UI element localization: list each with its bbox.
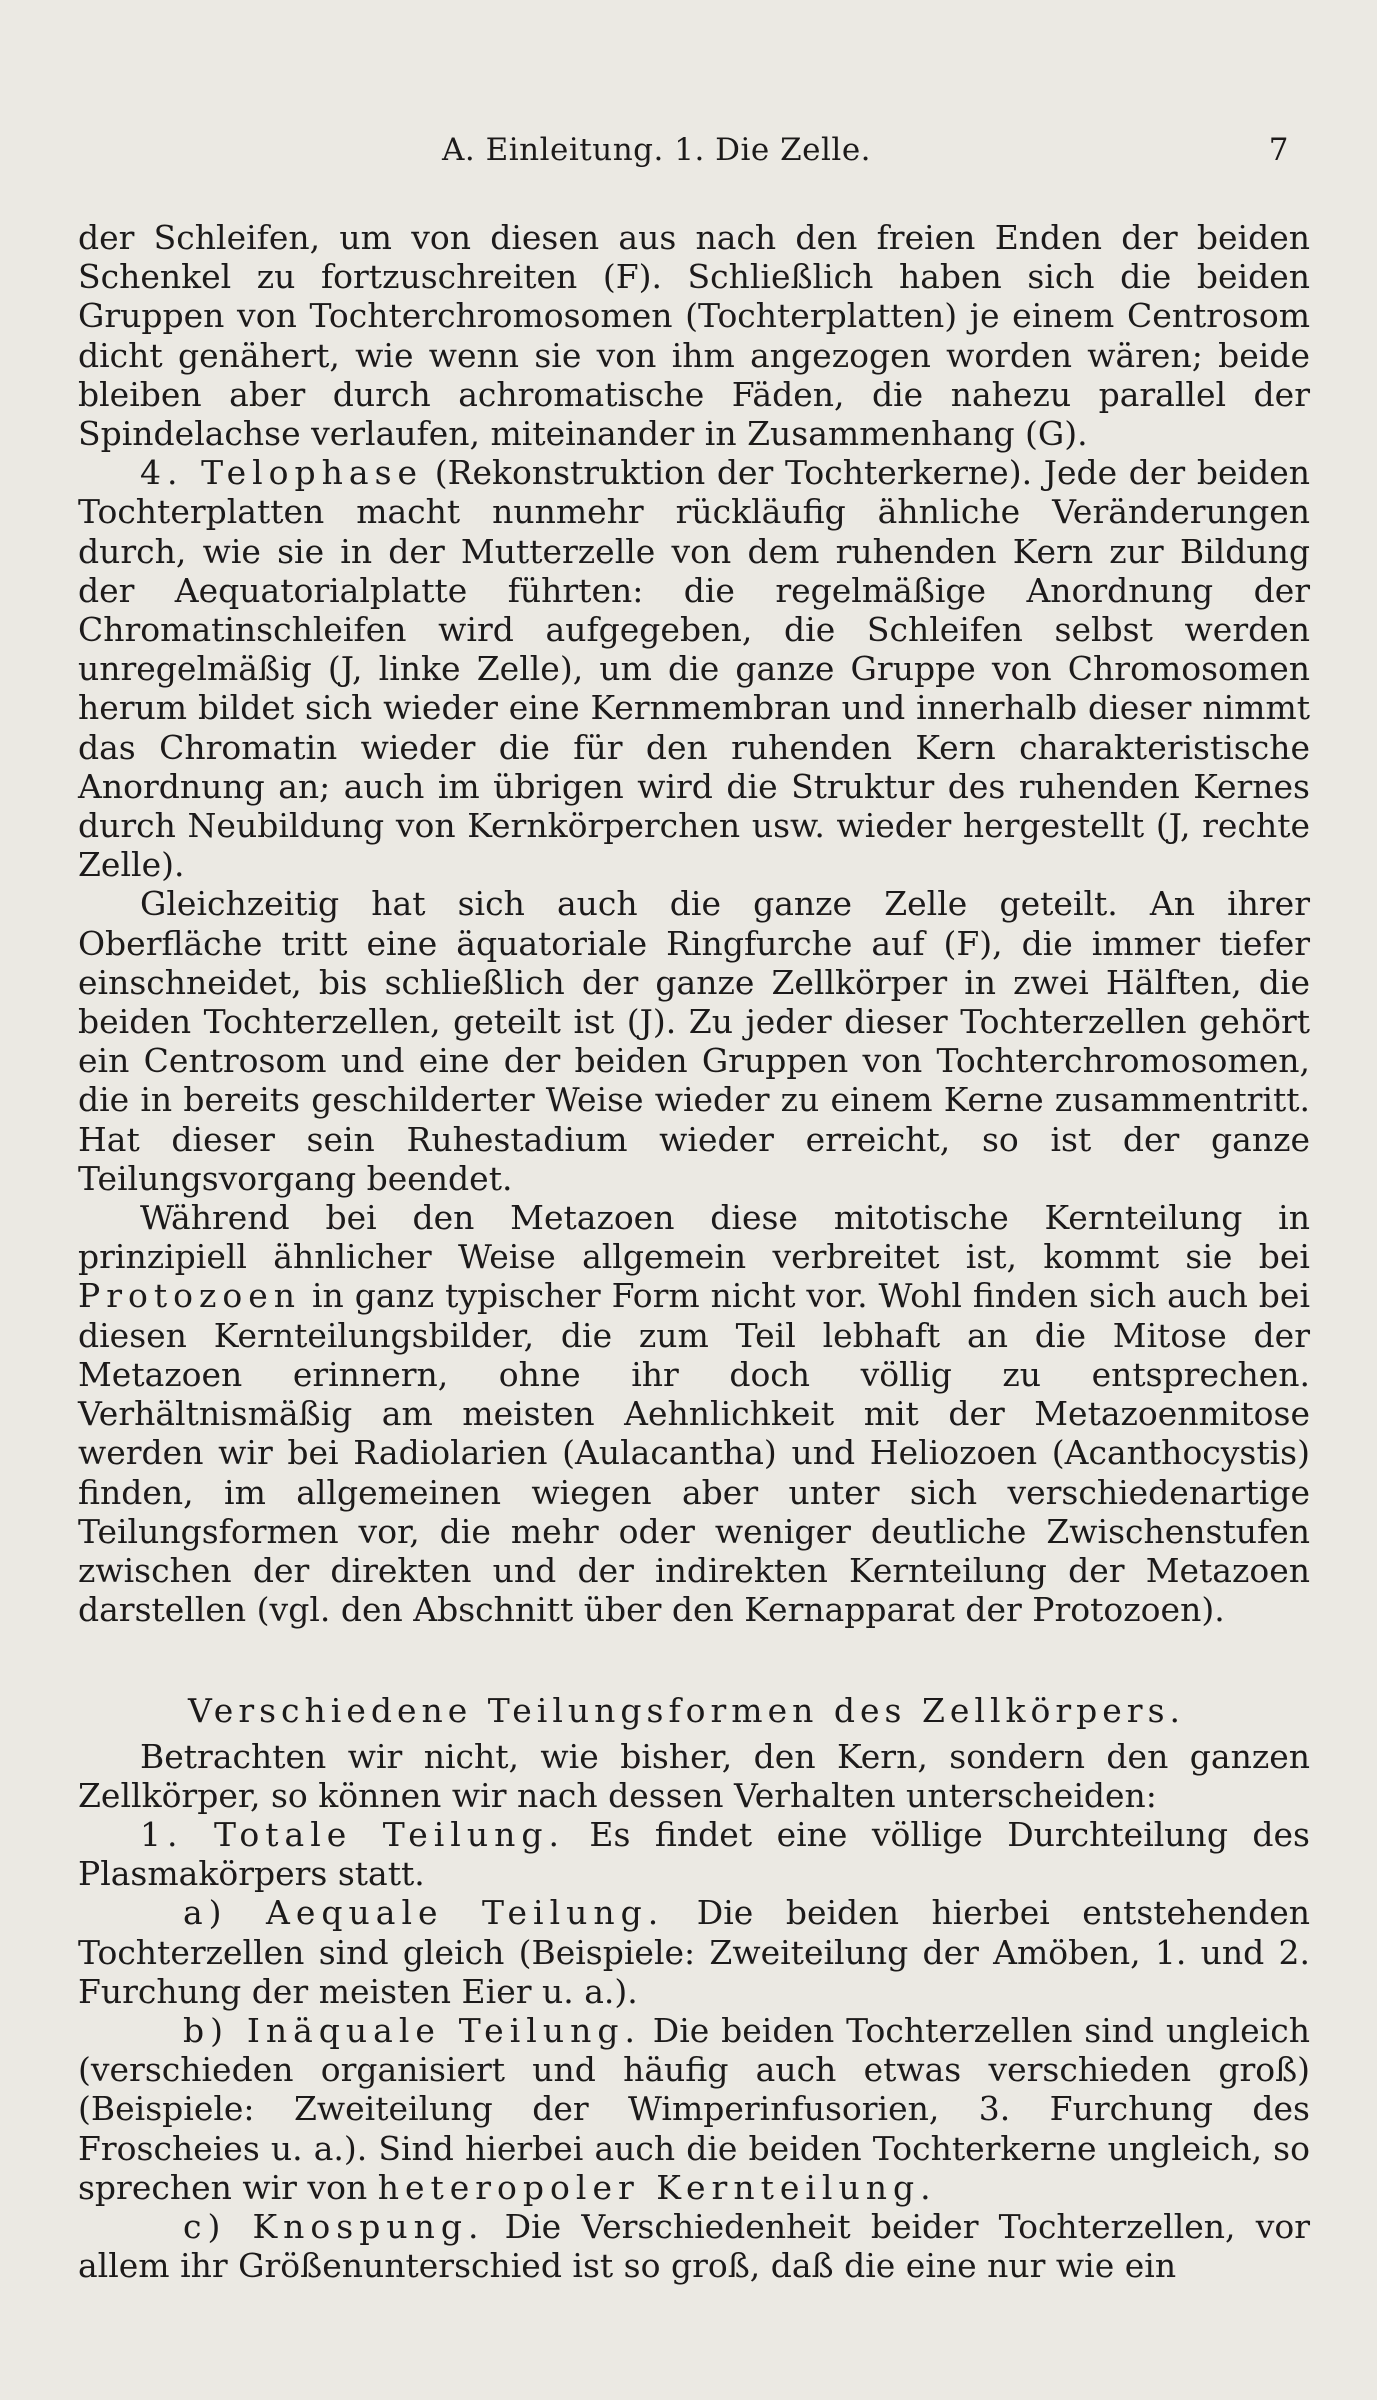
inaequale-end: . (920, 2167, 931, 2207)
paragraph-aequale-teilung (78, 1893, 1310, 2011)
p4-after: in ganz typischer Form nicht vor. Wohl finden sich auch bei diesen Kernteilungsbilder, die zum Teil lebhaft an die Mitose der Metazoen erinnern, ohne ihr doch völlig zu entsprechen. Verhältnismäßig am meisten Aehnlichkeit mit der Metazoenmitose werden wir bei Radiolarien (Aulacantha) und Heliozoen (Acanthocystis) finden, im allgemeinen wiegen aber unter sich verschiedenartige Teilungsformen vor, die mehr oder weniger deutliche Zwischenstufen zwischen der direkten und der indirekten Kernteilung der Metazoen darstellen (vgl. den Abschnitt über den Kernapparat der Protozoen). (78, 1276, 1310, 1630)
paragraph-inaequale-teilung (78, 2011, 1310, 2207)
inaequale-teilung-text: Die beiden Tochterzellen sind ungleich (verschieden organisiert und häufig auch etwas verschieden groß) (Beispiele: Zweiteilung der Wimperinfusorien, 3. Furchung des Froscheies u. a.). Sind hierbei auch die beiden Tochterkerne ungleich, so sprechen wir von (78, 2010, 1310, 2207)
aequale-teilung-text: Die beiden hierbei entstehenden Tochterzellen sind gleich (Beispiele: Zweiteilung der Amöben, 1. und 2. Furchung der meisten Eier u. a.). (78, 1893, 1311, 2011)
aequale-teilung-label: a) Aequale Teilung. (183, 1893, 665, 1933)
body-text (78, 218, 1310, 2285)
protozoen-term: Protozoen (78, 1276, 302, 1316)
telophase-text: (Rekonstruktion der Tochterkerne). Jede der beiden Tochterplatten macht nunmehr rückläufig ähnliche Veränderungen durch, wie sie in der Mutterzelle von dem ruhenden Kern zur Bildung der Aequatorialplatte führten: die regelmäßige Anordnung der Chromatinschleifen wird aufgegeben, die Schleifen selbst werden unregelmäßig (J, linke Zelle), um die ganze Gruppe von Chromosomen herum bildet sich wieder eine Kernmembran und innerhalb dieser nimmt das Chromatin wieder die für den ruhenden Kern charakteristische Anordnung an; auch im übrigen wird die Struktur des ruhenden Kernes durch Neubildung von Kernkörperchen usw. wieder hergestellt (J, rechte Zelle). (78, 453, 1310, 885)
paragraph-knospung (78, 2207, 1310, 2285)
paragraph-telophase (78, 453, 1310, 884)
inaequale-teilung-label: b) Inäquale Teilung. (183, 2010, 641, 2050)
totale-teilung-text: Es findet eine völlige Durchteilung des Plasmakörpers statt. (78, 1814, 1310, 1894)
totale-teilung-label: 1. Totale Teilung. (140, 1814, 565, 1854)
p4-before: Während bei den Metazoen diese mitotische Kernteilung in prinzipiell ähnlicher Weise allgemein verbreitet ist, kommt sie bei (78, 1198, 1310, 1277)
running-title: A. Einleitung. 1. Die Zelle. (442, 132, 872, 168)
paragraph-1: der Schleifen, um von diesen aus nach den freien Enden der beiden Schenkel zu fortzuschreiten (F). Schließlich haben sich die beiden Gruppen von Tochterchromosomen (Tochterplatten) je einem Centrosom dicht genähert, wie wenn sie von ihm angezogen worden wären; beide bleiben aber durch achromatische Fäden, die nahezu parallel der Spindelachse verlaufen, miteinander in Zusammenhang (G). (78, 218, 1310, 454)
heteropoler-term: heteropoler Kernteilung (377, 2167, 921, 2207)
paragraph-4 (78, 1198, 1310, 1629)
telophase-label: 4. Telophase (140, 453, 424, 493)
paragraph-5: Betrachten wir nicht, wie bisher, den Kern, sondern den ganzen Zellkörper, so können wir nach dessen Verhalten unterscheiden: (78, 1736, 1310, 1815)
paragraph-3: Gleichzeitig hat sich auch die ganze Zelle geteilt. An ihrer Oberfläche tritt eine äquatoriale Ringfurche auf (F), die immer tiefer einschneidet, bis schließlich der ganze Zellkörper in zwei Hälften, die beiden Tochterzellen, geteilt ist (J). Zu jeder dieser Tochterzellen gehört ein Centrosom und eine der beiden Gruppen von Tochterchromosomen, die in bereits geschilderter Weise wieder zu einem Kerne zusammentritt. Hat dieser sein Ruhestadium wieder erreicht, so ist der ganze Teilungsvorgang beendet. (78, 884, 1310, 1198)
paragraph-totale-teilung (78, 1815, 1310, 1893)
page-number: 7 (1268, 132, 1289, 168)
knospung-text: Die Verschiedenheit beider Tochterzellen, vor allem ihr Größenunterschied ist so groß, daß die eine nur wie ein (78, 2206, 1310, 2286)
knospung-label: c) Knospung. (183, 2206, 485, 2246)
section-heading: Verschiedene Teilungsformen des Zellkörpers. (188, 1691, 1185, 1731)
